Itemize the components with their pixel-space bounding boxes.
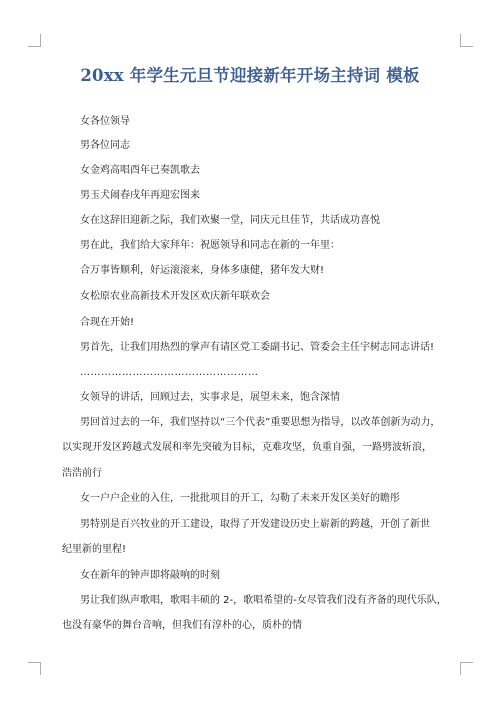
paragraph-line: 男首先，让我们用热烈的掌声有请区党工委副书记、管委会主任宇树志同志讲话! — [80, 342, 435, 353]
title-number: 20xx — [80, 66, 124, 85]
paragraph-line: 女各位领导 — [80, 116, 130, 127]
crop-mark-bottom-left — [28, 662, 41, 675]
ellipsis-line: …………………………………………… — [80, 367, 259, 378]
paragraph-line: 男回首过去的一年，我们坚持以“三个代表”重要思想为指导，以改革创新为动力， — [80, 417, 441, 428]
paragraph-line: 女金鸡高唱酉年已奏凯歌去 — [80, 165, 200, 176]
paragraph-line: 男特别是百兴牧业的开工建设，取得了开发建设历史上崭新的跨越，开创了新世 — [80, 519, 430, 530]
paragraph-line: 女松原农业高新技术开发区欢庆新年联欢会 — [80, 291, 270, 302]
paragraph-line: 男各位同志 — [80, 140, 130, 151]
crop-mark-top-right — [460, 34, 473, 47]
paragraph-line: 合万事皆顺利，好运滚滚来，身体多康健，猪年发大财! — [80, 265, 325, 276]
title-text: 年学生元旦节迎接新年开场主持词 模板 — [123, 66, 420, 85]
paragraph-line: 男玉犬闹春戌年再迎宏图来 — [80, 190, 200, 201]
paragraph-line: 女在新年的钟声即将敲响的时刻 — [80, 570, 220, 581]
paragraph-line: 男让我们纵声歌唱，歌唱丰硕的 2-，歌唱希望的-女尽管我们没有齐备的现代乐队， — [80, 595, 447, 606]
paragraph-line: 女在这辞旧迎新之际，我们欢聚一堂，同庆元旦佳节，共话成功喜悦 — [80, 215, 380, 226]
crop-mark-bottom-right — [460, 662, 473, 675]
paragraph-line: 女一户户企业的入住，一批批项目的开工，勾勒了未来开发区美好的瞻彤 — [80, 493, 400, 504]
paragraph-line: 以实现开发区跨越式发展和率先突破为目标，克难攻坚，负重自强，一路劈波斩浪， — [62, 442, 432, 453]
paragraph-line: 男在此，我们给大家拜年：祝愿领导和同志在新的一年里： — [80, 240, 340, 251]
paragraph-line: 浩浩前行 — [62, 468, 102, 479]
document-title — [0, 62, 500, 86]
paragraph-line: 纪里新的里程! — [62, 544, 127, 555]
paragraph-line: 也没有豪华的舞台音响，但我们有淳朴的心，质朴的情 — [62, 620, 302, 631]
paragraph-line: 合现在开始! — [80, 317, 135, 328]
crop-mark-top-left — [28, 34, 41, 47]
paragraph-line: 女领导的讲话，回顾过去，实事求是，展望未来，饱含深情 — [80, 392, 340, 403]
